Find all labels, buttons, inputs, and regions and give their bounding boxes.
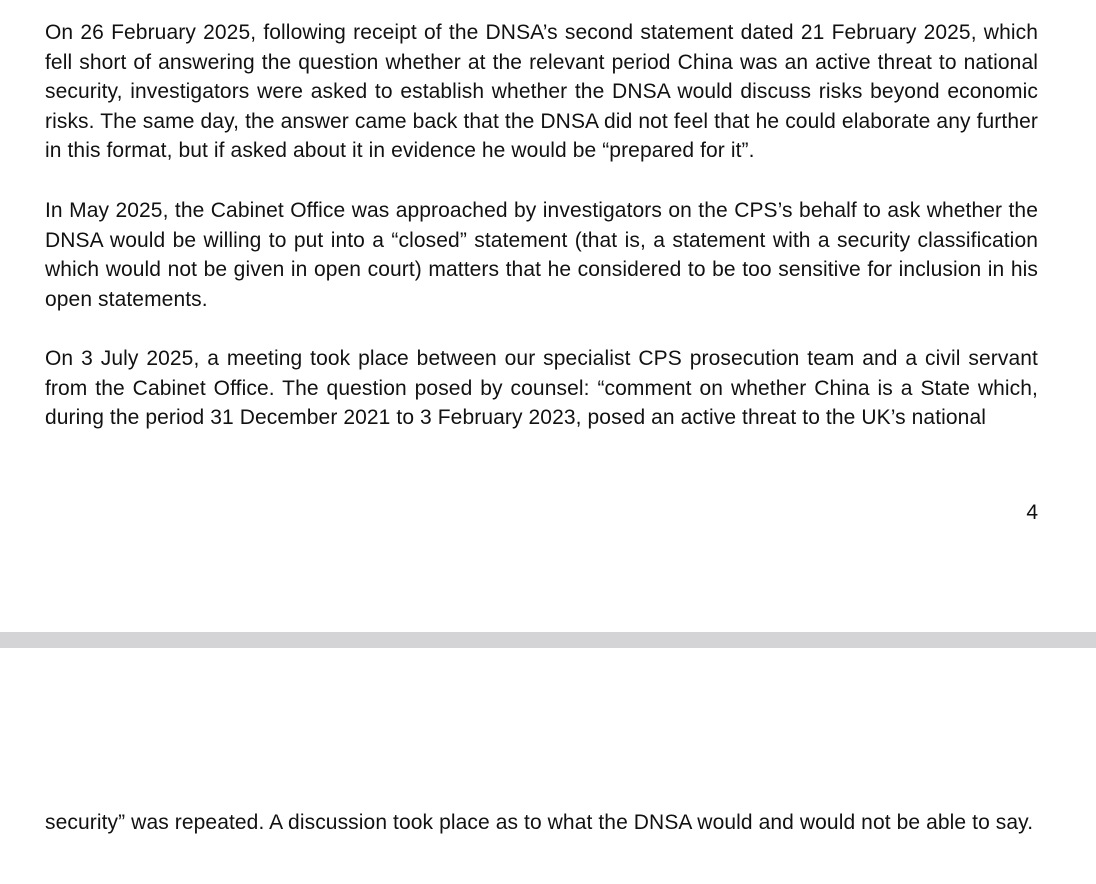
paragraph-closed-statement-request: In May 2025, the Cabinet Office was approached by investigators on the CPS’s behalf to ask whether the DNSA would be willing to put into a “closed” statement (that is, a statement with a security classification which would not be given in open court) matters that he considered to be too sensitive for inclusion in his open statements. <box>45 199 1038 311</box>
paragraph-july-meeting: On 3 July 2025, a meeting took place between our specialist CPS prosecution team and a civil servant from the Cabinet Office. The question posed by counsel: “comment on whether China is a State which, during the period 31 December 2021 to 3 February 2023, posed an active threat to the UK’s national <box>45 347 1038 429</box>
paragraph-security-discussion: security” was repeated. A discussion took place as to what the DNSA would and would not be able to say. <box>45 811 1034 834</box>
document-page-5 <box>0 648 1096 884</box>
paragraph-dnsa-second-statement: On 26 February 2025, following receipt of the DNSA’s second statement dated 21 February 2025, which fell short of answering the question whether at the relevant period China was an active threat to national security, investigators were asked to establish whether the DNSA would discuss risks beyond economic risks. The same day, the answer came back that the DNSA did not feel that he could elaborate any further in this format, but if asked about it in evidence he would be “prepared for it”. <box>45 21 1038 162</box>
page-number: 4 <box>1026 501 1038 524</box>
page-separator <box>0 632 1096 648</box>
